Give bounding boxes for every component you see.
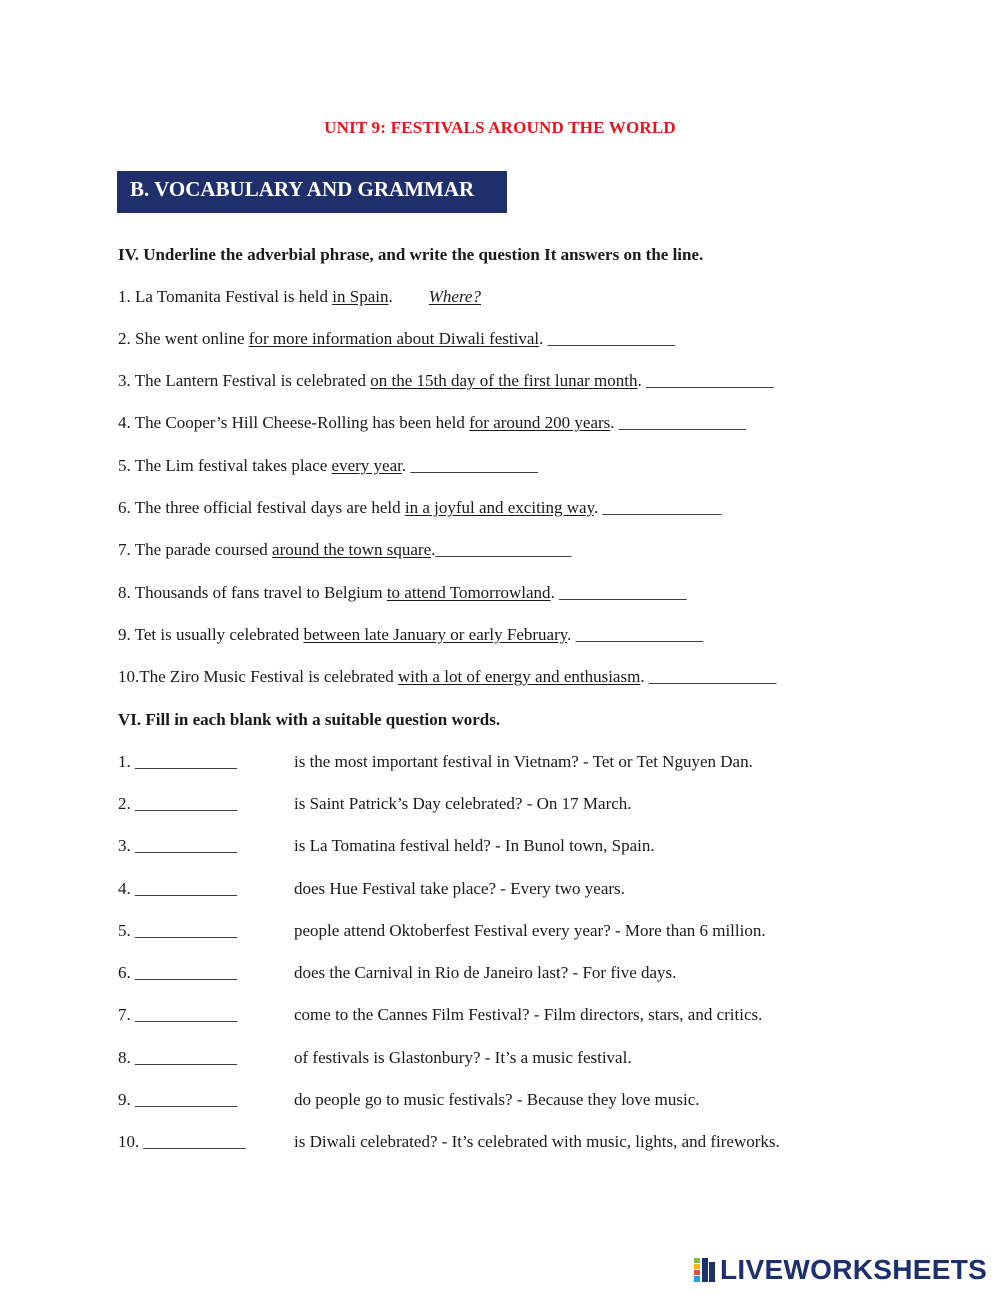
ex4-item-6: [118, 498, 722, 518]
answer-blank[interactable]: . _______________: [610, 413, 747, 432]
adverbial-phrase: in a joyful and exciting way: [404, 498, 594, 517]
ex4-item-7: [118, 540, 571, 560]
ex4-item-4: [118, 413, 746, 433]
liveworksheets-logo: [694, 1256, 987, 1284]
question-word-blank[interactable]: 5. ____________: [118, 921, 237, 940]
question-text: is Saint Patrick’s Day celebrated? - On 17 March.: [294, 794, 632, 813]
sentence-end: .: [388, 287, 393, 306]
ex6-item-3: [118, 836, 878, 858]
sentence-start: 7. The parade coursed: [118, 540, 273, 559]
section-banner: B. VOCABULARY AND GRAMMAR: [117, 171, 507, 213]
sentence-start: 5. The Lim festival takes place: [118, 456, 332, 475]
ex4-item-1: [118, 287, 481, 307]
ex4-item-2: [118, 329, 675, 349]
adverbial-phrase: for more information about Diwali festival: [248, 329, 540, 348]
example-answer: Where?: [428, 287, 481, 306]
sentence-start: 3. The Lantern Festival is celebrated: [118, 371, 371, 390]
adverbial-phrase: every year: [331, 456, 402, 475]
question-word-blank[interactable]: 6. ____________: [118, 963, 237, 982]
ex6-item-1: [118, 752, 878, 774]
ex6-item-9: [118, 1090, 878, 1112]
sentence-start: 6. The three official festival days are held: [118, 498, 405, 517]
question-word-blank[interactable]: 4. ____________: [118, 879, 237, 898]
ex4-item-5: [118, 456, 538, 476]
ex6-item-8: [118, 1048, 878, 1070]
adverbial-phrase: in Spain: [332, 287, 389, 306]
question-word-blank[interactable]: 2. ____________: [118, 794, 237, 813]
ex4-item-8: [118, 583, 687, 603]
answer-blank[interactable]: . _______________: [539, 329, 676, 348]
adverbial-phrase: around the town square: [272, 540, 432, 559]
question-word-blank[interactable]: 3. ____________: [118, 836, 237, 855]
sentence-start: 2. She went online: [118, 329, 249, 348]
ex4-item-3: [118, 371, 773, 391]
ex6-item-5: [118, 921, 878, 943]
sentence-start: 9. Tet is usually celebrated: [118, 625, 304, 644]
logo-text: LIVEWORKSHEETS: [720, 1254, 988, 1285]
answer-blank[interactable]: . ______________: [594, 498, 722, 517]
question-text: do people go to music festivals? - Because they love music.: [294, 1090, 700, 1109]
liveworksheets-mark-icon: [694, 1258, 716, 1282]
adverbial-phrase: with a lot of energy and enthusiasm: [397, 667, 641, 686]
question-word-blank[interactable]: 7. ____________: [118, 1005, 237, 1024]
adverbial-phrase: between late January or early February: [303, 625, 568, 644]
unit-title: UNIT 9: FESTIVALS AROUND THE WORLD: [324, 118, 676, 137]
answer-blank[interactable]: . _______________: [637, 371, 774, 390]
ex6-item-4: [118, 879, 878, 901]
question-word-blank[interactable]: 9. ____________: [118, 1090, 237, 1109]
exercise-6-heading: VI. Fill in each blank with a suitable question words.: [118, 710, 501, 729]
question-text: is Diwali celebrated? - It’s celebrated with music, lights, and fireworks.: [294, 1132, 780, 1151]
adverbial-phrase: to attend Tomorrowland: [386, 583, 551, 602]
sentence-start: 4. The Cooper’s Hill Cheese-Rolling has been held: [118, 413, 470, 432]
answer-blank[interactable]: .________________: [431, 540, 572, 559]
ex6-item-7: [118, 1005, 878, 1027]
ex6-item-10: [118, 1132, 878, 1154]
answer-blank[interactable]: . _______________: [550, 583, 687, 602]
question-text: does the Carnival in Rio de Janeiro last? - For five days.: [294, 963, 677, 982]
question-text: of festivals is Glastonbury? - It’s a music festival.: [294, 1048, 632, 1067]
question-text: does Hue Festival take place? - Every two years.: [294, 879, 625, 898]
sentence-start: 1. La Tomanita Festival is held: [118, 287, 333, 306]
sentence-start: 8. Thousands of fans travel to Belgium: [118, 583, 387, 602]
answer-blank[interactable]: . _______________: [640, 667, 777, 686]
question-text: is the most important festival in Vietnam? - Tet or Tet Nguyen Dan.: [294, 752, 753, 771]
ex6-item-2: [118, 794, 878, 816]
sentence-start: 10.The Ziro Music Festival is celebrated: [118, 667, 398, 686]
adverbial-phrase: for around 200 years: [469, 413, 611, 432]
question-text: come to the Cannes Film Festival? - Film directors, stars, and critics.: [294, 1005, 763, 1024]
question-word-blank[interactable]: 1. ____________: [118, 752, 237, 771]
question-text: people attend Oktoberfest Festival every year? - More than 6 million.: [294, 921, 766, 940]
ex4-item-9: [118, 625, 703, 645]
adverbial-phrase: on the 15th day of the first lunar month: [370, 371, 638, 390]
question-word-blank[interactable]: 8. ____________: [118, 1048, 237, 1067]
exercise-4-heading: IV. Underline the adverbial phrase, and write the question It answers on the line.: [118, 245, 704, 264]
ex6-item-6: [118, 963, 878, 985]
ex4-item-10: [118, 667, 776, 687]
answer-blank[interactable]: . _______________: [567, 625, 704, 644]
answer-blank[interactable]: . _______________: [401, 456, 538, 475]
question-text: is La Tomatina festival held? - In Bunol town, Spain.: [294, 836, 655, 855]
question-word-blank[interactable]: 10. ____________: [118, 1132, 246, 1151]
